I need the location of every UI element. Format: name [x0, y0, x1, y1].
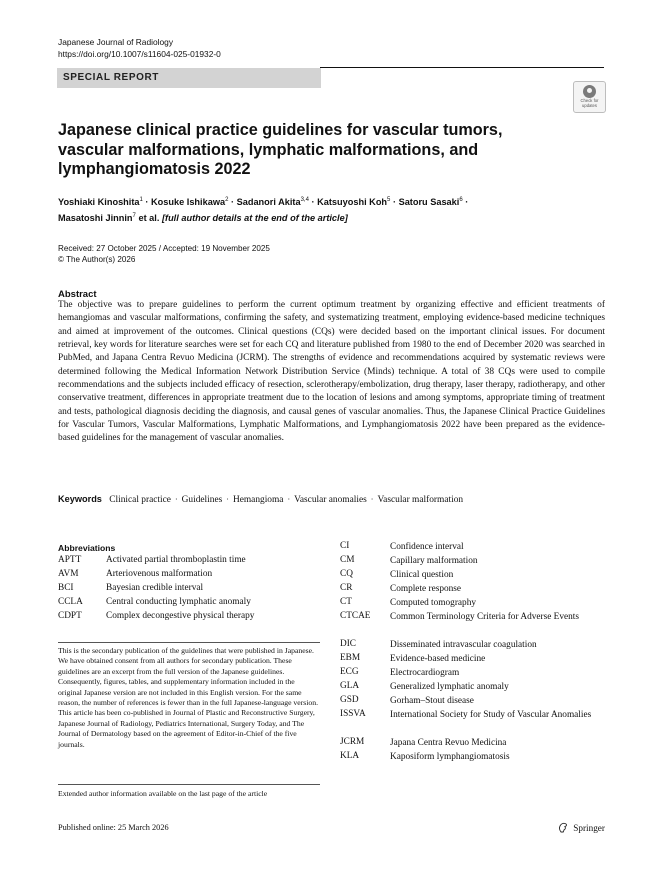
abbreviation-term: CI [340, 541, 350, 551]
abbreviation-definition: Arteriovenous malformation [106, 569, 213, 579]
abbreviation-term: CQ [340, 569, 353, 579]
keywords-section [58, 494, 605, 505]
abbreviation-term: GSD [340, 695, 359, 705]
author-name[interactable]: Kosuke Ishikawa [151, 197, 226, 208]
journal-name: Japanese Journal of Radiology [58, 37, 174, 47]
author-affiliation: 3,4 [300, 197, 309, 203]
full-author-details-link[interactable]: [full author details at the end of the article] [161, 213, 348, 224]
abbreviation-term: APTT [58, 555, 82, 565]
abbreviation-definition: Disseminated intravascular coagulation [390, 640, 537, 650]
abbreviation-term: CT [340, 597, 352, 607]
author-name[interactable]: Masatoshi Jinnin [58, 213, 133, 224]
received-accepted-dates: Received: 27 October 2025 / Accepted: 19 November 2025 [58, 244, 270, 253]
author-affiliation: 1 [139, 197, 143, 203]
keyword[interactable]: Clinical practice [109, 495, 171, 505]
crossmark-badge[interactable] [573, 81, 606, 113]
abbreviation-definition: Electrocardiogram [390, 668, 460, 678]
copyright-notice: © The Author(s) 2026 [58, 255, 136, 265]
footnote-rule [58, 784, 320, 785]
article-type-banner [57, 68, 321, 88]
article-title: Japanese clinical practice guidelines for vascular tumors, vascular malformations, lymphatic malformations, and lymphangiomatosis 2022 [58, 121, 503, 178]
author-affiliation: 7 [132, 213, 136, 220]
abbreviation-definition: Computed tomography [390, 598, 476, 608]
et-al: et al. [138, 213, 160, 224]
publisher-logo [558, 822, 605, 833]
abbreviation-term: CCLA [58, 597, 83, 607]
author-list: Yoshiaki Kinoshita$^1$ · Kosuke Ishikawa$^2$ · Sadanori Akita$^{3,4}$ · Katsuyoshi Koh$^5$ · Satoru Sasaki$^6$ · Masatoshi Jinnin$^7$ et al. [full author details at the end of the article] [58, 197, 469, 224]
crossmark-icon [583, 85, 596, 98]
abbreviation-definition: International Society for Study of Vascular Anomalies [390, 710, 592, 720]
keyword-separator: · [370, 495, 374, 504]
abbreviation-term: KLA [340, 751, 360, 761]
abbreviation-definition: Bayesian credible interval [106, 583, 204, 593]
abbreviation-definition: Activated partial thromboplastin time [106, 555, 246, 565]
author-name[interactable]: Yoshiaki Kinoshita [58, 197, 140, 208]
abbreviation-definition: Gorham–Stout disease [390, 696, 474, 706]
abbreviation-definition: Japana Centra Revuo Medicina [390, 738, 507, 748]
abbreviation-term: ISSVA [340, 709, 366, 719]
springer-horse-icon [558, 823, 573, 833]
abstract-text: The objective was to prepare guidelines to perform the current optimum treatment by organizing effective and efficient treatments of hemangiomas and vascular malformations, confirming the safety, and systematizing treatment, employing evidence-based medicine techniques and aimed at improvement of the outcomes. Clinical questions (CQs) were decided based on the important clinical issues. For document retrieval, key words for literature searches were set for each CQ and literature published from 1980 to the end of December 2020 was searched in PubMed, and Japana Centra Revuo Medicina (JCRM). The strengths of evidence and recommendations acquired by systematic reviews were determined following the Medical Information Network Distribution Service (Minds) technique. A total of 38 CQs were used to compile recommendations and the subjects included efficacy of resection, sclerotherapy/embolization, drug therapy, laser therapy, radiotherapy, and other conservative treatment, differences in appropriate treatment due to the location of lesions and among symptoms, appropriate timing of treatment and tests, pathological diagnosis deciding the diagnosis, and causal genes of vascular anomalies. Thus, the Japanese Clinical Practice Guidelines for Vascular Tumors, Vascular Malformations, Lymphatic Malformations, and Lymphangiomatosis 2022 have been prepared as the evidence-based guidelines for the management of vascular anomalies. [58, 300, 605, 444]
keyword[interactable]: Hemangioma [232, 495, 284, 505]
abbreviation-definition: Evidence-based medicine [390, 654, 486, 664]
crossmark-label: Check for updates [580, 98, 599, 108]
abbreviation-definition: Complex decongestive physical therapy [106, 611, 255, 621]
published-online-date: Published online: 25 March 2026 [58, 823, 169, 832]
abbreviation-term: CDPT [58, 611, 82, 621]
abbreviation-term: CM [340, 555, 355, 565]
author-name[interactable]: Satoru Sasaki [398, 197, 460, 208]
keyword[interactable]: Guidelines [181, 495, 223, 505]
abbreviation-term: CR [340, 583, 353, 593]
keyword-separator: · [226, 495, 229, 504]
abbreviation-term: BCI [58, 583, 74, 593]
author-affiliation: 2 [225, 197, 229, 203]
author-name[interactable]: Sadanori Akita [236, 197, 301, 208]
abbreviations-heading: Abbreviations [58, 543, 116, 553]
secondary-publication-note: This is the secondary publication of the guidelines that were published in Japanese. We have obtained consent from all authors for secondary publication. These guidelines are an excerpt from the full version of the Japanese guidelines. Consequently, figures, tables, and supplementary information included in the original Japanese version are not included in this English version. For the same reason, the number of references is fewer than in the full Japanese-language version. This article has been co-published in Journal of Plastic and Reconstructive Surgery, Japanese Journal of Radiology, Pediatrics International, Surgery Today, and The Journal of Dermatology based on the agreement of Editor-in-Chief of the five journals. [58, 646, 318, 749]
author-affiliation: 5 [387, 197, 391, 203]
author-name[interactable]: Katsuyoshi Koh [317, 197, 388, 208]
keyword-separator: · [174, 495, 178, 504]
abbreviation-term: DIC [340, 639, 357, 649]
footnote-rule [58, 642, 320, 643]
article-dates [58, 243, 270, 266]
abbreviation-definition: Kaposiform lymphangiomatosis [390, 752, 510, 762]
doi-link[interactable]: https://doi.org/10.1007/s11604-025-01932-0 [58, 49, 221, 59]
extended-author-info-note: Extended author information available on the last page of the article [58, 789, 268, 798]
abbreviation-term: CTCAE [340, 611, 371, 621]
keywords-label: Keywords [58, 494, 102, 504]
abbreviation-term: ECG [340, 667, 359, 677]
abbreviation-term: GLA [340, 681, 360, 691]
author-affiliation: 6 [459, 197, 463, 203]
abbreviation-definition: Common Terminology Criteria for Adverse Events [390, 612, 579, 622]
abbreviation-definition: Capillary malformation [390, 556, 478, 566]
abbreviation-term: JCRM [340, 737, 365, 747]
abbreviation-definition: Clinical question [390, 570, 454, 580]
abbreviation-definition: Generalized lymphatic anomaly [390, 682, 509, 692]
abbreviation-term: EBM [340, 653, 361, 663]
header-rule [320, 67, 604, 68]
abbreviation-term: AVM [58, 569, 79, 579]
abbreviation-definition: Central conducting lymphatic anomaly [106, 597, 251, 607]
abbreviation-definition: Complete response [390, 584, 462, 594]
keyword[interactable]: Vascular malformation [377, 495, 464, 505]
abbreviation-definition: Confidence interval [390, 542, 464, 552]
keyword-separator: · [287, 495, 291, 504]
publisher-name: Springer [573, 823, 605, 833]
article-type-label: SPECIAL REPORT [63, 72, 160, 83]
keyword[interactable]: Vascular anomalies [294, 495, 367, 505]
abstract-heading: Abstract [58, 289, 97, 300]
